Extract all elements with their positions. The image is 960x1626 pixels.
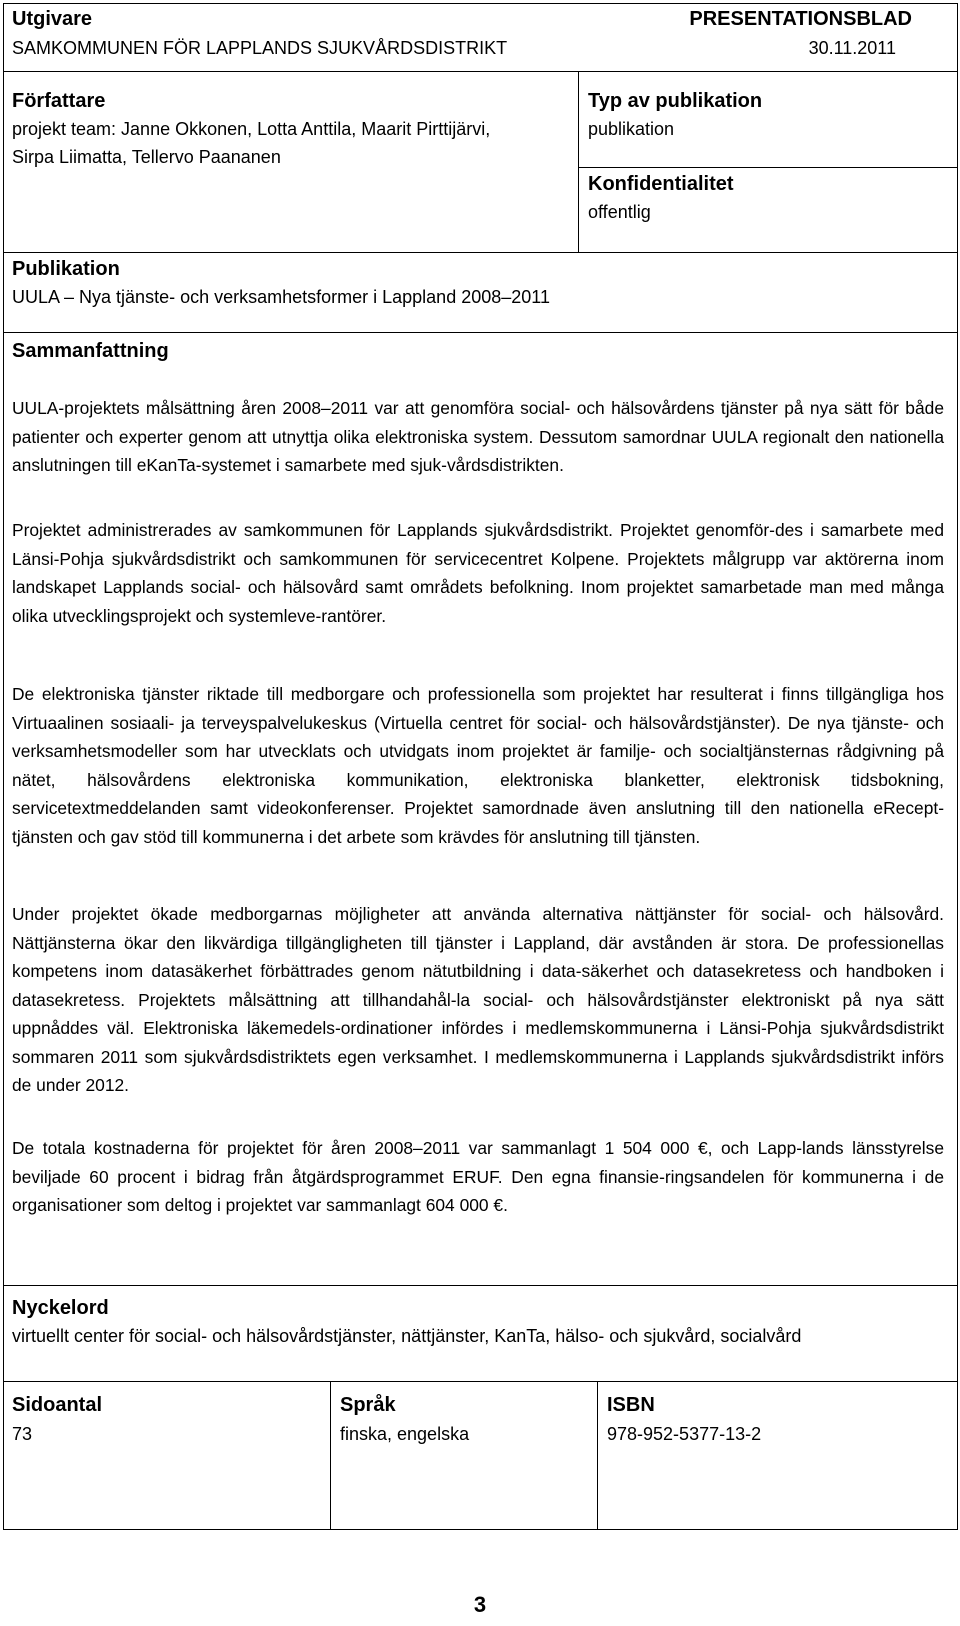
summary-paragraph-5 bbox=[12, 1134, 944, 1220]
publication-type-value: publikation bbox=[588, 119, 675, 139]
doc-type: PRESENTATIONSBLAD bbox=[689, 8, 912, 30]
divider-header bbox=[3, 71, 958, 72]
authors-label: Författare bbox=[12, 90, 106, 112]
summary-paragraph-3 bbox=[12, 680, 944, 851]
publication-type-label: Typ av publikation bbox=[588, 90, 763, 112]
language-value: finska, engelska bbox=[340, 1424, 470, 1444]
divider-footer-2 bbox=[597, 1381, 598, 1530]
summary-text-5: De totala kostnaderna för projektet för åren 2008–2011 var sammanlagt 1 504 000 €, och Lapp-lands länsstyrelse beviljade 60 procent i bidrag från åtgärdsprogrammet ERUF. Den egna finansie-ringsandelen för kommunerna i de organisationer som deltog i projektet var sammanlagt 604 000 €. bbox=[12, 1138, 944, 1215]
summary-text-2: Projektet administrerades av samkommunen för Lapplands sjukvårdsdistrikt. Projektet genomför-des i samarbete med Länsi-Pohja sjukvårdsdistrikt och samkommunen för servicecentret Kolpene. Projektets målgrupp var aktörerna inom landskapet Lapplands social- och hälsovård samt områdets befolkning. Inom projektet samarbetade man med många olika utvecklingsprojekt och systemleve-rantörer. bbox=[12, 520, 944, 626]
publisher-label: Utgivare bbox=[12, 8, 93, 30]
confidentiality-label: Konfidentialitet bbox=[588, 173, 734, 195]
divider-summary bbox=[3, 332, 958, 333]
pages-value: 73 bbox=[12, 1424, 33, 1444]
summary-text-3: De elektroniska tjänster riktade till medborgare och professionella som projektet har resulterat i finns tillgängliga hos Virtuaalinen sosiaali- ja terveyspalvelukeskus (Virtuella centret för social- och hälsovårdstjänster). De nya tjänste- och verksamhetsmodeller som har utvecklats och utvidgats inom projektet är familje- och socialtjänsternas rådgivning på nätet, hälsovårdens elektroniska kommunikation, elektroniska blanketter, elektronisk tidsbokning, servicetextmeddelanden samt videokonferenser. Projektet samordnade även anslutning till den nationella eRecept-tjänsten och gav stöd till kommunerna i det arbete som krävdes för anslutning till tjänsten. bbox=[12, 684, 944, 847]
summary-paragraph-1 bbox=[12, 394, 944, 480]
authors-line-1: projekt team: Janne Okkonen, Lotta Anttila, Maarit Pirttijärvi, bbox=[12, 119, 491, 139]
summary-paragraph-4 bbox=[12, 900, 944, 1100]
isbn-label: ISBN bbox=[607, 1394, 655, 1416]
pages-label: Sidoantal bbox=[12, 1394, 103, 1416]
divider-keywords bbox=[3, 1285, 958, 1286]
publication-label: Publikation bbox=[12, 258, 120, 280]
divider-authors-right bbox=[578, 71, 579, 252]
divider-footer bbox=[3, 1381, 958, 1382]
authors-line-2: Sirpa Liimatta, Tellervo Paananen bbox=[12, 147, 281, 167]
publisher-value: SAMKOMMUNEN FÖR LAPPLANDS SJUKVÅRDSDISTRIKT bbox=[12, 38, 508, 58]
language-label: Språk bbox=[340, 1394, 396, 1416]
doc-date: 30.11.2011 bbox=[808, 38, 896, 58]
divider-type bbox=[578, 167, 958, 168]
summary-label: Sammanfattning bbox=[12, 340, 169, 362]
keywords-label: Nyckelord bbox=[12, 1297, 109, 1319]
page-number: 3 bbox=[473, 1592, 487, 1617]
summary-paragraph-2 bbox=[12, 516, 944, 630]
confidentiality-value: offentlig bbox=[588, 202, 651, 222]
publication-title: UULA – Nya tjänste- och verksamhetsformer i Lappland 2008–2011 bbox=[12, 287, 550, 307]
summary-text-4: Under projektet ökade medborgarnas möjligheter att använda alternativa nättjänster för social- och hälsovård. Nättjänsterna ökar den likvärdiga tillgängligheten till tjänster i Lappland, där avstånden är stora. De professionellas kompetens inom datasäkerhet förbättrades genom nätutbildning i data-säkerhet och datasekretess och handboken i datasekretess. Projektets målsättning att tillhandahål-la social- och hälsovårdstjänster elektroniskt på nya sätt uppnåddes väl. Elektroniska läkemedels-ordinationer infördes i medlemskommunerna i Länsi-Pohja sjukvårdsdistrikt sommaren 2011 som sjukvårdsdistriktets egen verksamhet. I medlemskommunerna i Lapplands sjukvårdsdistrikt införs de under 2012. bbox=[12, 904, 944, 1095]
divider-footer-1 bbox=[330, 1381, 331, 1530]
keywords-value: virtuellt center för social- och hälsovårdstjänster, nättjänster, KanTa, hälso- och sjukvård, socialvård bbox=[12, 1326, 802, 1346]
isbn-value: 978-952-5377-13-2 bbox=[607, 1424, 762, 1444]
divider-publication bbox=[3, 252, 958, 253]
summary-text-1: UULA-projektets målsättning åren 2008–2011 var att genomföra social- och hälsovårdens tjänster på nya sätt för både patienter och experter genom att utnyttja olika elektroniska system. Dessutom samordnar UULA regionalt den nationella anslutningen till eKanTa-systemet i samarbete med sjuk-vårdsdistrikten. bbox=[12, 398, 944, 475]
